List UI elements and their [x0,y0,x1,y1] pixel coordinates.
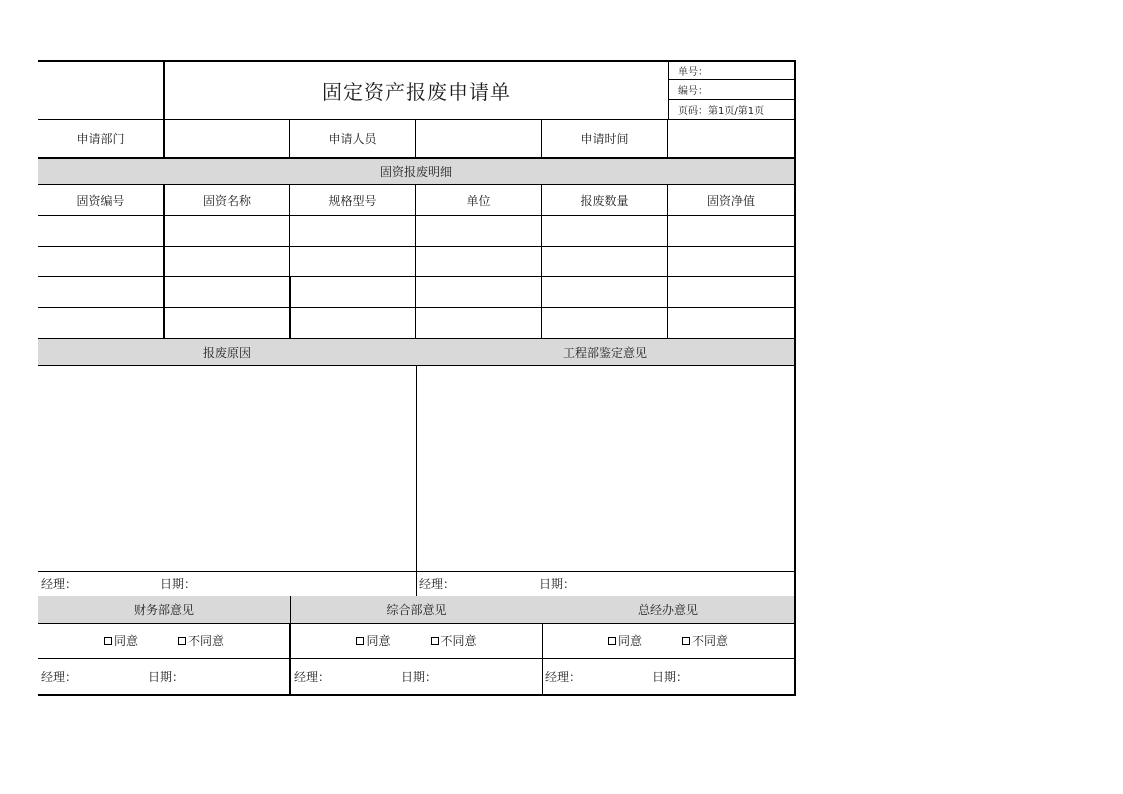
cell-unit[interactable] [416,216,542,247]
cell-spec-model[interactable] [289,276,416,308]
checkbox-icon [608,637,616,645]
cell-net-value[interactable] [668,276,796,308]
cell-asset-code[interactable] [38,247,164,277]
gm-office-agree-option[interactable]: 同意 [608,632,642,649]
order-number-label: 单号： [668,60,796,80]
cell-spec-model[interactable] [289,247,416,277]
cell-spec-model[interactable] [289,216,416,247]
cell-scrap-qty[interactable] [542,247,668,277]
engineering-date-label: 日期： [539,577,576,591]
logo-cell [38,60,165,120]
detail-section-title: 固资报废明细 [38,157,796,185]
form-title: 固定资产报废申请单 [163,60,669,120]
col-net-value: 固资净值 [668,185,796,216]
gm-office-manager-label: 经理： [545,669,582,684]
cell-scrap-qty[interactable] [542,308,668,339]
finance-agree-option[interactable]: 同意 [104,632,138,649]
cell-unit[interactable] [416,247,542,277]
dept-label: 申请部门 [38,120,164,158]
cell-scrap-qty[interactable] [542,216,668,247]
admin-manager-label: 经理： [294,669,331,684]
finance-date-label: 日期： [148,669,185,684]
engineering-signature-line [416,571,796,597]
admin-agree-option[interactable]: 同意 [356,632,390,649]
reason-section-title: 报废原因 [38,339,417,366]
finance-signature-line [38,658,291,696]
reason-signature-line [38,571,417,597]
admin-opinion-title: 综合部意见 [290,596,543,624]
cell-asset-code[interactable] [38,308,164,339]
checkbox-icon [682,637,690,645]
finance-opinion-title: 财务部意见 [38,596,291,624]
checkbox-icon [356,637,364,645]
cell-asset-name[interactable] [163,216,290,247]
serial-number-label: 编号： [668,80,796,100]
cell-asset-name[interactable] [163,276,290,308]
engineering-manager-label: 经理： [419,577,456,591]
cell-spec-model[interactable] [289,308,416,339]
cell-asset-name[interactable] [163,247,290,277]
cell-unit[interactable] [416,308,542,339]
reason-manager-label: 经理： [41,577,78,591]
admin-disagree-option[interactable]: 不同意 [431,632,477,649]
col-scrap-qty: 报废数量 [542,185,668,216]
col-asset-name: 固资名称 [163,185,290,216]
checkbox-icon [178,637,186,645]
finance-options [38,623,291,659]
cell-scrap-qty[interactable] [542,276,668,308]
checkbox-icon [431,637,439,645]
finance-manager-label: 经理： [41,669,78,684]
cell-asset-code[interactable] [38,216,164,247]
engineering-section-title: 工程部鉴定意见 [416,339,796,366]
cell-net-value[interactable] [668,247,796,277]
scrap-application-form [38,60,796,696]
col-unit: 单位 [416,185,542,216]
gm-office-signature-line [542,658,796,696]
cell-net-value[interactable] [668,308,796,339]
person-label: 申请人员 [290,120,416,158]
gm-office-date-label: 日期： [652,669,689,684]
col-spec-model: 规格型号 [290,185,416,216]
time-field[interactable] [668,120,796,158]
admin-date-label: 日期： [401,669,438,684]
checkbox-icon [104,637,112,645]
cell-net-value[interactable] [668,216,796,247]
admin-signature-line [289,658,543,696]
reason-date-label: 日期： [160,577,197,591]
cell-unit[interactable] [416,276,542,308]
gm-office-opinion-title: 总经办意见 [542,596,796,624]
gm-office-options [542,623,796,659]
person-field[interactable] [416,120,542,158]
engineering-textarea[interactable] [416,365,796,572]
time-label: 申请时间 [542,120,668,158]
cell-asset-name[interactable] [163,308,290,339]
finance-disagree-option[interactable]: 不同意 [178,632,224,649]
gm-office-disagree-option[interactable]: 不同意 [682,632,728,649]
dept-field[interactable] [163,120,290,158]
cell-asset-code[interactable] [38,276,164,308]
page-number-label: 页码：第1页/第1页 [668,100,796,120]
col-asset-code: 固资编号 [38,185,164,216]
admin-options [289,623,543,659]
reason-textarea[interactable] [38,365,417,572]
